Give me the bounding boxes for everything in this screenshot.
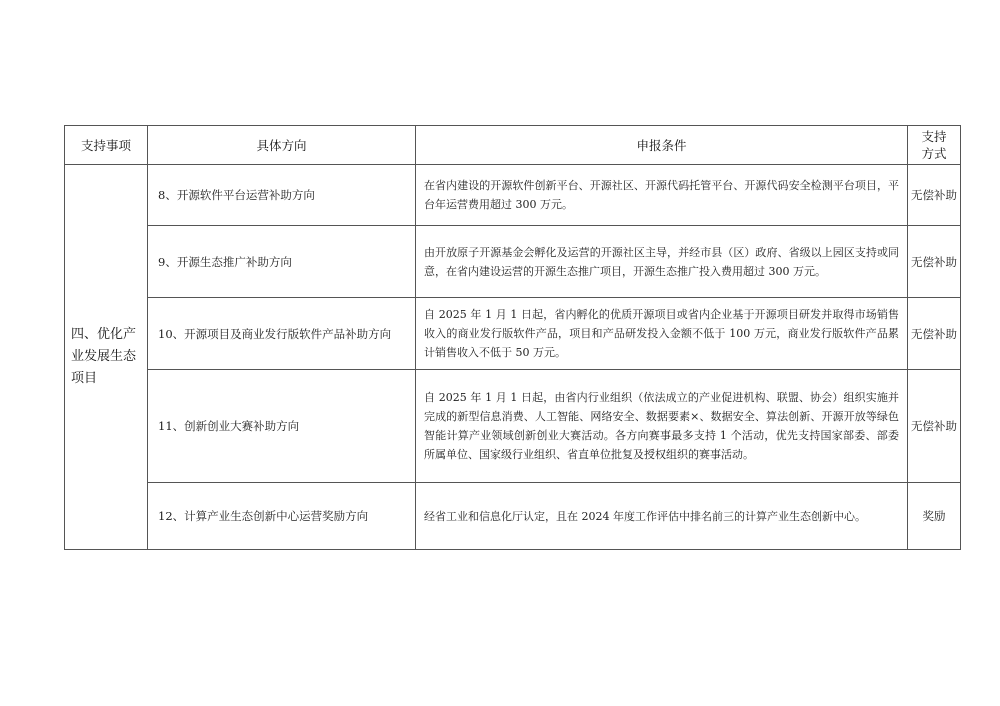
method-cell: 无偿补助 (908, 226, 961, 298)
direction-cell: 10、开源项目及商业发行版软件产品补助方向 (148, 298, 416, 370)
condition-cell: 在省内建设的开源软件创新平台、开源社区、开源代码托管平台、开源代码安全检测平台项目，平台年运营费用超过 300 万元。 (416, 165, 908, 226)
direction-cell: 8、开源软件平台运营补助方向 (148, 165, 416, 226)
direction-cell: 11、创新创业大赛补助方向 (148, 370, 416, 483)
header-method-line1: 支持 (921, 129, 947, 144)
method-cell: 奖励 (908, 483, 961, 550)
direction-cell: 12、计算产业生态创新中心运营奖励方向 (148, 483, 416, 550)
header-direction: 具体方向 (148, 126, 416, 165)
header-method-line2: 方式 (921, 146, 947, 161)
table-row (65, 370, 961, 483)
table-row (65, 226, 961, 298)
table-row (65, 483, 961, 550)
direction-cell: 9、开源生态推广补助方向 (148, 226, 416, 298)
header-category: 支持事项 (65, 126, 148, 165)
condition-cell: 经省工业和信息化厅认定，且在 2024 年度工作评估中排名前三的计算产业生态创新中心。 (416, 483, 908, 550)
method-cell: 无偿补助 (908, 298, 961, 370)
method-cell: 无偿补助 (908, 165, 961, 226)
policy-table (64, 125, 961, 550)
method-cell: 无偿补助 (908, 370, 961, 483)
category-cell: 四、优化产业发展生态项目 (65, 165, 148, 550)
table-row (65, 165, 961, 226)
header-condition: 申报条件 (416, 126, 908, 165)
table-header-row (65, 126, 961, 165)
table-row (65, 298, 961, 370)
condition-cell: 自 2025 年 1 月 1 日起，省内孵化的优质开源项目或省内企业基于开源项目研发并取得市场销售收入的商业发行版软件产品，项目和产品研发投入金额不低于 100 万元，商业发行版软件产品累计销售收入不低于 50 万元。 (416, 298, 908, 370)
condition-cell: 自 2025 年 1 月 1 日起，由省内行业组织（依法成立的产业促进机构、联盟、协会）组织实施并完成的新型信息消费、人工智能、网络安全、数据要素×、数据安全、算法创新、开源开放等绿色智能计算产业领域创新创业大赛活动。各方向赛事最多支持 1 个活动，优先支持国家部委、部委所属单位、国家级行业组织、省直单位批复及授权组织的赛事活动。 (416, 370, 908, 483)
condition-cell: 由开放原子开源基金会孵化及运营的开源社区主导，并经市县（区）政府、省级以上园区支持或同意，在省内建设运营的开源生态推广项目，开源生态推广投入费用超过 300 万元。 (416, 226, 908, 298)
header-method (908, 126, 961, 165)
